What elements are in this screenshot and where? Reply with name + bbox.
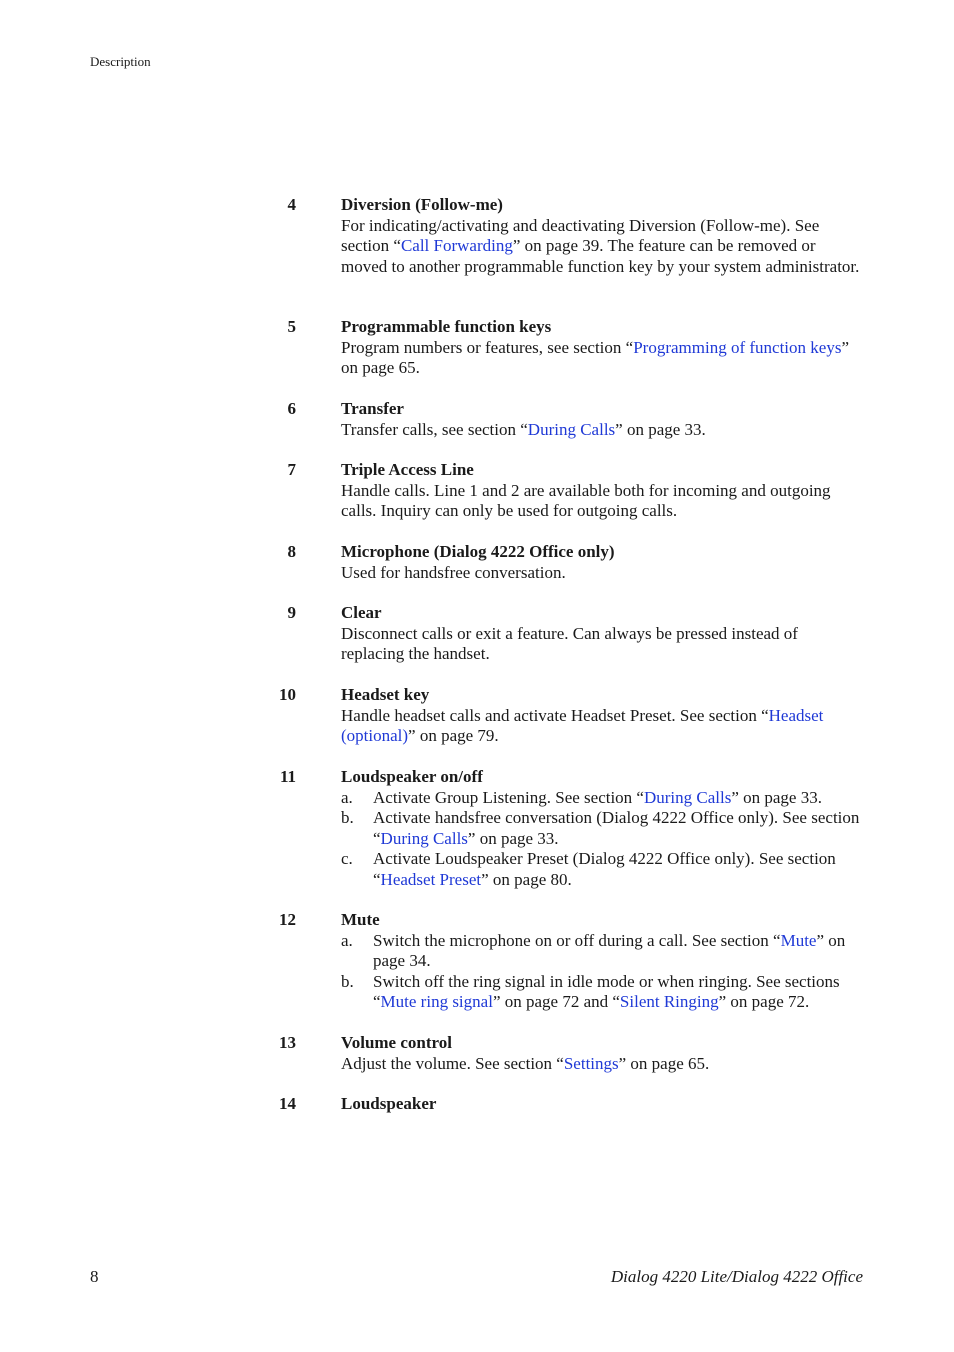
item-number: 7 bbox=[287, 460, 296, 479]
item-number: 10 bbox=[279, 685, 296, 704]
link-mute-ring-signal[interactable]: Mute ring signal bbox=[380, 992, 493, 1011]
item-title: Volume control bbox=[341, 1033, 452, 1052]
link-during-calls[interactable]: During Calls bbox=[527, 419, 616, 439]
item-number: 14 bbox=[279, 1094, 296, 1113]
link-during-calls[interactable]: During Calls bbox=[643, 787, 732, 807]
link-headset-optional[interactable]: Headset (optional) bbox=[341, 705, 824, 745]
item-description: Program numbers or features, see section “Programming of function keys” on page 65. bbox=[341, 337, 849, 377]
sub-item-marker: b. bbox=[341, 808, 354, 827]
sub-item-marker: a. bbox=[341, 787, 353, 807]
item-title: Headset key bbox=[341, 685, 430, 704]
item-description: Adjust the volume. See section “Settings” on page 65. bbox=[341, 1053, 710, 1073]
running-footer-title: Dialog 4220 Lite/Dialog 4222 Office bbox=[610, 1267, 863, 1286]
item-number: 11 bbox=[279, 767, 296, 786]
link-programming-of-function-keys[interactable]: Programming of function keys bbox=[633, 337, 842, 357]
link-silent-ringing[interactable]: Silent Ringing bbox=[619, 992, 719, 1011]
sub-item-a: a. Activate Group Listening. See section “During Calls” on page 33. bbox=[341, 787, 822, 807]
item-title: Triple Access Line bbox=[341, 460, 474, 479]
item-title: Diversion (Follow-me) bbox=[341, 195, 503, 214]
item-number: 8 bbox=[287, 542, 296, 561]
sub-item-b: b. Switch off the ring signal in idle mode or when ringing. See sections “Mute ring signal” on page 72 and “Silent Ringing” on page 72. bbox=[341, 971, 840, 1011]
link-headset-preset[interactable]: Headset Preset bbox=[380, 869, 482, 889]
item-number: 4 bbox=[287, 195, 296, 214]
sub-item-marker: a. bbox=[341, 930, 353, 950]
item-title: Mute bbox=[341, 910, 380, 929]
item-title: Transfer bbox=[341, 399, 404, 418]
sub-item-marker: b. bbox=[341, 971, 354, 991]
page-number: 8 bbox=[90, 1267, 99, 1286]
item-title: Loudspeaker on/off bbox=[341, 767, 483, 786]
link-during-calls[interactable]: During Calls bbox=[380, 828, 468, 848]
item-title: Clear bbox=[341, 603, 382, 622]
link-settings[interactable]: Settings bbox=[563, 1053, 619, 1073]
item-title: Loudspeaker bbox=[341, 1094, 437, 1113]
sub-item-a: a. Switch the microphone on or off during a call. See section “Mute” on page 34. bbox=[341, 930, 846, 970]
item-title: Programmable function keys bbox=[341, 317, 552, 336]
link-call-forwarding[interactable]: Call Forwarding bbox=[400, 236, 513, 255]
sub-item-marker: c. bbox=[341, 849, 353, 868]
item-number: 13 bbox=[279, 1033, 296, 1052]
item-number: 5 bbox=[287, 317, 296, 336]
running-header: Description bbox=[90, 54, 151, 69]
item-description: Disconnect calls or exit a feature. Can always be pressed instead of replacing the handset. bbox=[341, 623, 798, 663]
item-description: Used for handsfree conversation. bbox=[341, 562, 566, 582]
item-description: Handle calls. Line 1 and 2 are available both for incoming and outgoing calls. Inquiry can only be used for outgoing calls. bbox=[341, 480, 831, 520]
item-description: Handle headset calls and activate Headset Preset. See section “Headset (optional)” on page 79. bbox=[341, 705, 824, 745]
sub-item-b: b. Activate handsfree conversation (Dialog 4222 Office only). See section “During Calls” on page 33. bbox=[341, 808, 860, 848]
sub-item-c: c. Activate Loudspeaker Preset (Dialog 4222 Office only). See section “Headset Preset” on page 80. bbox=[341, 849, 836, 889]
item-number: 9 bbox=[287, 603, 296, 622]
item-description: For indicating/activating and deactivating Diversion (Follow-me). See section “Call Forwarding” on page 39. The feature can be removed or moved to another programmable function key by your system administrator. bbox=[341, 215, 860, 276]
item-description: Transfer calls, see section “During Calls” on page 33. bbox=[341, 419, 706, 439]
item-number: 12 bbox=[279, 910, 296, 929]
item-number: 6 bbox=[287, 399, 296, 418]
item-title: Microphone (Dialog 4222 Office only) bbox=[341, 542, 615, 561]
link-mute[interactable]: Mute bbox=[780, 930, 817, 950]
